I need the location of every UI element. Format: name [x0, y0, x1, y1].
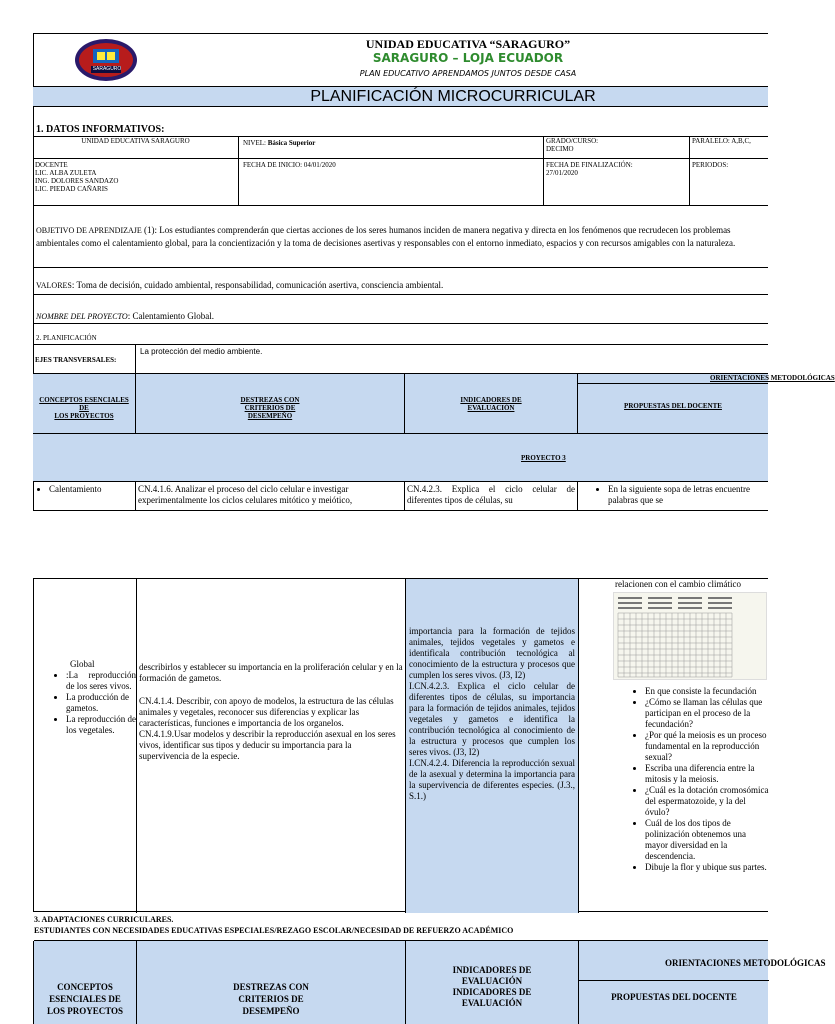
section-datos-title: 1. DATOS INFORMATIVOS:: [33, 122, 768, 137]
adapt-col-destrezas-line-1: DESTREZAS CON: [233, 982, 309, 992]
docente-1: LIC. ALBA ZULETA: [35, 169, 97, 177]
proyecto-label: NOMBRE DEL PROYECTO: [36, 312, 128, 321]
row1-concepto-item: • Calentamiento: [49, 484, 135, 495]
col-propuestas: PROPUESTAS DEL DOCENTE: [624, 402, 722, 410]
docente-2: ING. DOLORES SANDAZO: [35, 177, 119, 185]
p2-concepto-3: • La reproducción de los vegetales.: [66, 714, 136, 736]
ejes-value: La protección del medio ambiente.: [140, 347, 263, 356]
plan-subtitle: PLAN EDUCATIVO APRENDAMOS JUNTOS DESDE CASA: [359, 69, 577, 78]
adaptaciones-title-2: ESTUDIANTES CON NECESIDADES EDUCATIVAS ESPECIALES/REZAGO ESCOLAR/NECESIDAD DE REFUERZO ACADÉMICO: [34, 925, 768, 941]
docente: [33, 159, 239, 206]
adapt-col-destrezas: [137, 941, 406, 1024]
proyecto-block: [33, 309, 768, 324]
proyecto3-row: [33, 434, 768, 482]
row1-propuesta: [578, 482, 768, 511]
title-bar: [33, 87, 768, 107]
col-orientaciones: ORIENTACIONES METODOLÓGICAS: [578, 374, 768, 384]
valores-text: : Toma de decisión, cuidado ambiental, responsabilidad, comunicación asertiva, consciencia ambiental.: [71, 280, 444, 290]
adapt-col-propuestas: PROPUESTAS DEL DOCENTE: [611, 992, 737, 1002]
proyecto3-label: PROYECTO 3: [521, 454, 566, 462]
adapt-col-conceptos-line-2: ESENCIALES DE: [49, 994, 121, 1004]
p2-concepto-2: • La producción de gametos.: [66, 692, 136, 714]
logo-text: SARAGURO: [92, 66, 122, 72]
p2-propuestas: [579, 579, 769, 913]
adaptaciones-title-1: 3. ADAPTACIONES CURRICULARES.: [34, 915, 174, 924]
grado-value: DECIMO: [546, 145, 574, 153]
paralelo: PARALELO: A,B,C,: [692, 137, 751, 145]
nivel: [239, 137, 544, 159]
adapt-col-conceptos-line-1: CONCEPTOS: [57, 982, 113, 992]
school-logo: [73, 37, 139, 83]
docente-3: LIC. PIEDAD CAÑARIS: [35, 185, 108, 193]
adapt-col-conceptos: [34, 941, 137, 1024]
school-name: UNIDAD EDUCATIVA “SARAGURO”: [365, 37, 571, 51]
col-indicadores-line-1: INDICADORES DE: [460, 396, 522, 404]
p2-propuesta-3: • ¿Por qué la meiosis es un proceso fundamental en la reproducción sexual?: [645, 730, 769, 763]
nivel-label: NIVEL:: [243, 139, 266, 147]
p2-destreza-3: CN.4.1.9.Usar modelos y describir la reproducción asexual en los seres vivos, identificar sus tipos y deducir su importancia para la supervivencia de la especie.: [139, 729, 396, 761]
section-planificacion-title: 2. PLANIFICACIÓN: [33, 331, 768, 345]
p2-propuesta-2: • ¿Cómo se llaman las células que participan en el proceso de la fecundación?: [645, 697, 769, 730]
adapt-col-indicadores-line-4: EVALUACIÓN: [461, 998, 523, 1008]
nivel-value: Básica Superior: [267, 139, 316, 147]
objetivo-label: OBJETIVO DE APRENDIZAJE: [36, 226, 142, 235]
objetivo-block: [33, 220, 768, 268]
col-conceptos-line-3: LOS PROYECTOS: [54, 412, 114, 420]
page-2-table: [33, 578, 768, 912]
adapt-col-orientaciones: ORIENTACIONES METODOLÓGICAS: [579, 941, 769, 981]
valores-block: [33, 275, 768, 295]
objetivo-text: (1): Los estudiantes comprenderán que ciertas acciones de los seres humanos inciden de manera negativa y directa en los fenómenos que recrudecen los problemas ambientales como el calentamiento global, para la concientización y la toma de decisiones asertivas y responsables con el entorno inmediato, espacios y con recursos amigables con la naturaleza.: [36, 225, 736, 248]
adapt-col-indicadores-line-2: EVALUACIÓN: [461, 976, 523, 986]
docente-label: DOCENTE: [35, 161, 68, 169]
row1-indicador: CN.4.2.3. Explica el ciclo celular de diferentes tipos de células, su: [405, 482, 578, 511]
adapt-col-indicadores-line-1: INDICADORES DE: [452, 965, 532, 975]
institucion: UNIDAD EDUCATIVA SARAGURO: [33, 137, 239, 159]
p2-indicador-2: I.CN.4.2.3. Explica el ciclo celular de diferentes tipos de células, su importancia para la formación de tejidos animales, tejidos vegetales y gametos e identifica la contribución tecnológica al conocimiento de la estructura y procesos que cumplen los seres vivos. (J3, I2): [409, 681, 575, 757]
ejes-row: [33, 345, 768, 374]
page-title: PLANIFICACIÓN MICROCURRICULAR: [310, 88, 596, 105]
grado: [544, 137, 690, 159]
col-destrezas-line-3: DESEMPEÑO: [247, 412, 293, 420]
p2-propuesta-5: • ¿Cuál es la dotación cromosómica del espermatozoide, y la del óvulo?: [645, 785, 769, 818]
proyecto-text: : Calentamiento Global.: [127, 311, 214, 321]
p2-destreza-2: CN.4.1.4. Describir, con apoyo de modelos, la estructura de las células animales y vegetales, reconocer sus diferencias y explicar las características, funciones e importancia de los organelos.: [139, 696, 394, 728]
adapt-col-conceptos-line-3: LOS PROYECTOS: [46, 1006, 124, 1016]
word-search-image: [613, 592, 767, 680]
col-destrezas-line-2: CRITERIOS DE: [244, 404, 296, 412]
fecha-inicio: FECHA DE INICIO: 04/01/2020: [239, 159, 544, 206]
p2-propuesta-7: • Dibuje la flor y ubique sus partes.: [645, 862, 769, 873]
school-location: SARAGURO – LOJA ECUADOR: [372, 51, 564, 65]
datos-row-2: [33, 159, 768, 206]
p2-indicadores: [406, 579, 579, 913]
p2-destreza-1: describirlos y establecer su importancia en la proliferación celular y en la formación de gametos.: [139, 662, 403, 683]
p2-propuesta-6: • Cuál de los dos tipos de polinización obtenemos una mayor diversidad en la descendencia.: [645, 818, 769, 862]
p2-conceptos: [34, 579, 137, 913]
ejes-label: EJES TRANSVERSALES:: [33, 345, 136, 374]
p2-concepto-1: • :La reproducción de los seres vivos.: [66, 670, 136, 692]
fecha-fin: [544, 159, 690, 206]
adapt-col-indicadores-line-3: INDICADORES DE: [452, 987, 532, 997]
col-indicadores: [405, 374, 578, 434]
col-destrezas-line-1: DESTREZAS CON: [240, 396, 300, 404]
grado-label: GRADO/CURSO:: [546, 137, 599, 145]
adapt-col-destrezas-line-3: DESEMPEÑO: [242, 1006, 300, 1016]
p2-propuesta-4: • Escriba una diferencia entre la mitosis y la meiosis.: [645, 763, 769, 785]
periodos: PERIODOS:: [692, 161, 729, 169]
p2-propuesta-top: relacionen con el cambio climático: [615, 579, 741, 589]
adapt-col-destrezas-line-2: CRITERIOS DE: [238, 994, 304, 1004]
fecha-fin-label: FECHA DE FINALIZACIÓN:: [546, 161, 633, 169]
col-indicadores-line-2: EVALUACIÓN: [467, 404, 515, 412]
adapt-col-indicadores: [406, 941, 579, 1024]
row1-propuesta-item: • En la siguiente sopa de letras encuentre palabras que se: [608, 484, 768, 506]
col-destrezas: [136, 374, 405, 434]
col-conceptos-line-2: DE: [79, 404, 89, 412]
p2-indicador-1: importancia para la formación de tejidos animales, tejidos vegetales y gametos e identificala contribución tecnológica al conocimiento de la estructura y procesos que cumplen los seres vivos. (J3, I2): [409, 626, 575, 680]
col-conceptos-line-1: CONCEPTOS ESENCIALES: [39, 396, 129, 404]
p2-destrezas: [137, 579, 406, 913]
p2-conceptos-intro: Global: [70, 659, 95, 669]
plan-row-1: [33, 482, 768, 511]
col-conceptos: [33, 374, 136, 434]
valores-label: VALORES: [36, 281, 72, 290]
adapt-header-row: [33, 941, 826, 1024]
row1-concepto: [33, 482, 136, 511]
p2-propuesta-1: • En que consiste la fecundación: [645, 686, 769, 697]
header-block: [33, 33, 768, 87]
datos-row-1: [33, 137, 768, 159]
p2-indicador-3: I.CN.4.2.4. Diferencia la reproducción sexual de la asexual y determina la importancia para la supervivencia de diferentes especies. (J.3., S.1.): [409, 758, 575, 801]
fecha-fin-value: 27/01/2020: [546, 169, 578, 177]
plan-header-row: [33, 374, 835, 434]
row1-destreza: CN.4.1.6. Analizar el proceso del ciclo celular e investigar experimentalmente los ciclos celulares mitótico y meiótico,: [136, 482, 405, 511]
